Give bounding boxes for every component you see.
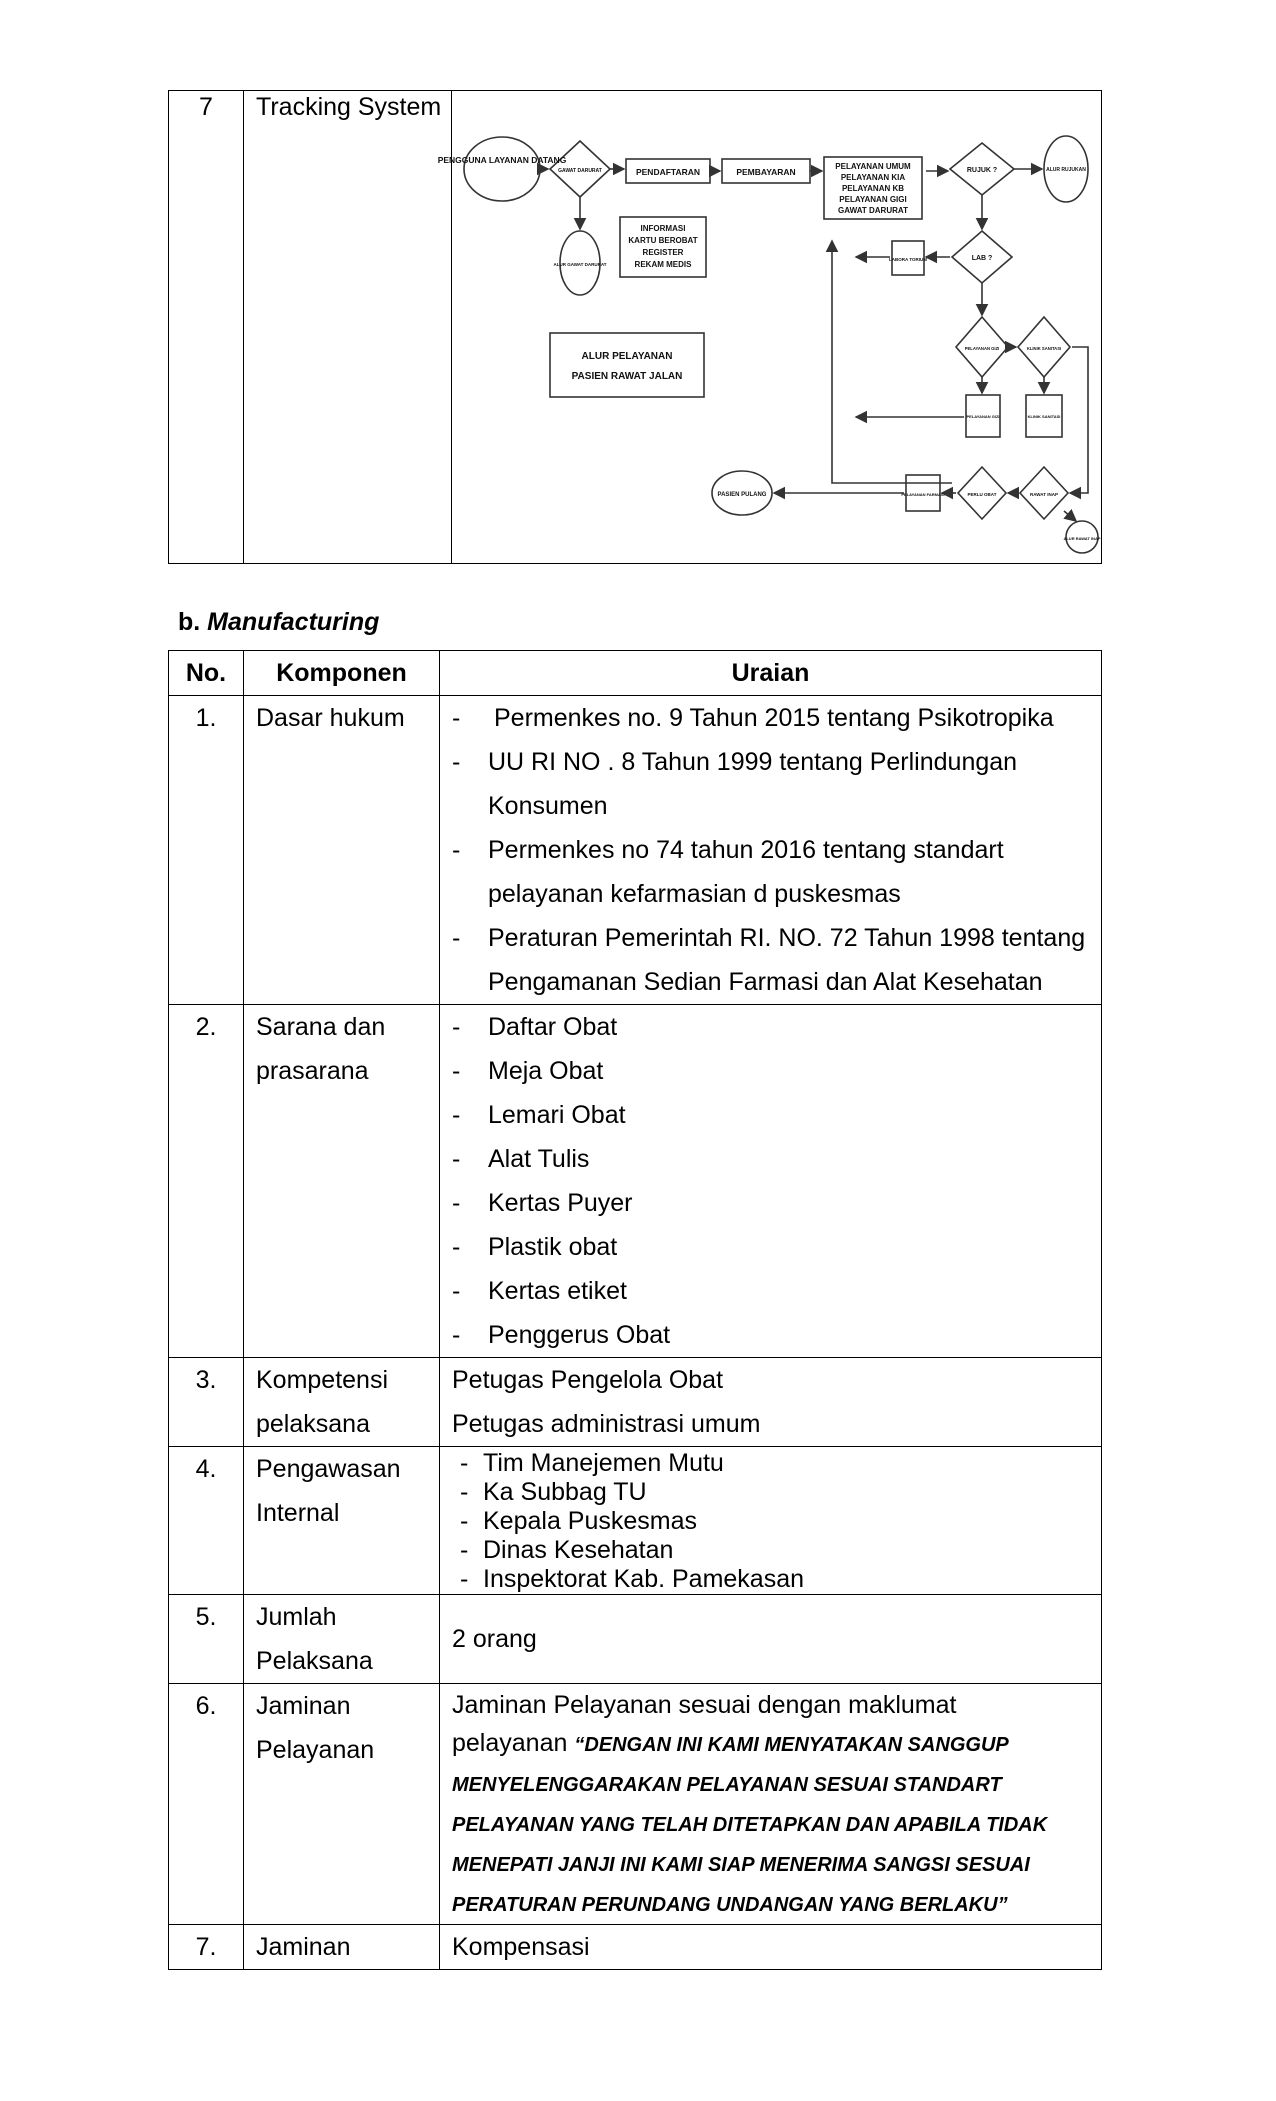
label-pendaftaran: PENDAFTARAN	[635, 167, 701, 177]
tracking-table	[168, 90, 1102, 564]
header-uraian: Uraian	[440, 651, 1102, 696]
list-item: - Penggerus Obat	[452, 1313, 1101, 1357]
label-alur-title-0: ALUR PELAYANAN	[581, 351, 673, 362]
row-description: 2 orang	[440, 1595, 1102, 1684]
section-prefix: b.	[178, 608, 208, 636]
row-component: Pengawasan Internal	[244, 1447, 440, 1595]
label-pelayanan-2: PELAYANAN KB	[841, 184, 905, 193]
row-component: Jaminan Pelayanan	[244, 1684, 440, 1925]
label-alur-rujukan: ALUR RUJUKAN	[1046, 167, 1086, 173]
flowchart-cell	[437, 91, 1102, 564]
list-item: - Dinas Kesehatan	[460, 1536, 1101, 1565]
row-number: 1.	[169, 696, 244, 1005]
row-description	[440, 1358, 1102, 1447]
label-informasi-1: KARTU BEROBAT	[628, 236, 698, 245]
manufacturing-table	[168, 650, 1102, 1970]
label-informasi-2: REGISTER	[642, 248, 684, 257]
list-item: - Alat Tulis	[452, 1137, 1101, 1181]
label-labora: LABORA TORIUM	[889, 257, 927, 262]
table-row	[169, 91, 1102, 564]
row-component: Jaminan	[244, 1925, 440, 1970]
guarantee-text: Jaminan Pelayanan sesuai dengan maklumat pelayanan	[452, 1691, 957, 1757]
label-klinik-q: KLINIK SANITASI	[1026, 346, 1062, 351]
label-rujuk: RUJUK ?	[966, 167, 998, 174]
row-description	[440, 696, 1102, 1005]
row-description	[440, 1684, 1102, 1925]
list-item: - Daftar Obat	[452, 1005, 1101, 1049]
table-row	[169, 1925, 1102, 1970]
row-number: 6.	[169, 1684, 244, 1925]
label-pel-gizi-q: PELAYANAN GIZI	[964, 346, 1000, 351]
label-pel-gizi: PELAYANAN GIZI	[966, 414, 1000, 419]
row-number: 2.	[169, 1005, 244, 1358]
row-component: Sarana dan prasarana	[244, 1005, 440, 1358]
label-alur-title-1: PASIEN RAWAT JALAN	[571, 371, 683, 382]
label-pasien-pulang: PASIEN PULANG	[717, 492, 767, 498]
list-item: - Peraturan Pemerintah RI. NO. 72 Tahun 1998 tentang Pengamanan Sedian Farmasi dan Alat Kesehatan	[452, 916, 1101, 1004]
label-pelayanan-4: GAWAT DARURAT	[838, 206, 908, 215]
row-component: Jumlah Pelaksana	[244, 1595, 440, 1684]
list-item: - Lemari Obat	[452, 1093, 1101, 1137]
list-item: - Permenkes no 74 tahun 2016 tentang standart pelayanan kefarmasian d puskesmas	[452, 828, 1101, 916]
table-row	[169, 1447, 1102, 1595]
row-component: Dasar hukum	[244, 696, 440, 1005]
row-description	[440, 1005, 1102, 1358]
description-line: Petugas Pengelola Obat	[452, 1366, 724, 1394]
label-perlu-obat: PERLU OBAT	[967, 492, 997, 497]
node-alur-title	[550, 333, 704, 397]
row-number: 4.	[169, 1447, 244, 1595]
label-pelayanan-0: PELAYANAN UMUM	[835, 162, 911, 171]
list-item-text: Permenkes no. 9 Tahun 2015 tentang Psikotropika	[494, 704, 1054, 732]
label-lab: LAB ?	[971, 255, 993, 262]
label-pelayanan-1: PELAYANAN KIA	[840, 173, 906, 182]
label-pengguna: PENGGUNA LAYANAN DATANG	[437, 155, 567, 165]
label-informasi-3: REKAM MEDIS	[634, 260, 692, 269]
list-item: - Plastik obat	[452, 1225, 1101, 1269]
label-gawat: GAWAT DARURAT	[558, 168, 602, 174]
list-item: - Kertas etiket	[452, 1269, 1101, 1313]
label-pelayanan-3: PELAYANAN GIGI	[839, 195, 907, 204]
service-flowchart	[437, 91, 1112, 561]
label-alur-gawat: ALUR GAWAT DARURAT	[553, 262, 607, 267]
label-informasi-0: INFORMASI	[640, 224, 686, 233]
table-row	[169, 1005, 1102, 1358]
list-item: - Meja Obat	[452, 1049, 1101, 1093]
table-row	[169, 1358, 1102, 1447]
guarantee-statement: “DENGAN INI KAMI MENYATAKAN SANGGUP MENYELENGGARAKAN PELAYANAN SESUAI STANDART PELAYANAN YANG TELAH DITETAPKAN DAN APABILA TIDAK MENEPATI JANJI INI KAMI SIAP MENERIMA SANGSI SESUAI PERATURAN PERUNDANG UNDANGAN YANG BERLAKU”	[452, 1734, 1048, 1916]
row-number: 7.	[169, 1925, 244, 1970]
label-rawat-inap: RAWAT INAP	[1030, 492, 1058, 497]
header-no: No.	[169, 651, 244, 696]
header-row	[169, 651, 1102, 696]
row-component: Kompetensi pelaksana	[244, 1358, 440, 1447]
row-number: 5.	[169, 1595, 244, 1684]
row-component: Tracking System	[244, 91, 452, 564]
table-row	[169, 1684, 1102, 1925]
list-item	[452, 696, 1101, 740]
section-title: Manufacturing	[207, 608, 380, 636]
label-pembayaran: PEMBAYARAN	[736, 167, 796, 177]
label-pel-farmasi: PELAYANAN FARMASI	[901, 492, 945, 497]
label-alur-rawat-inap: ALUR RAWAT INAP	[1063, 536, 1101, 541]
list-item: - Ka Subbag TU	[460, 1478, 1101, 1507]
list-item: - UU RI NO . 8 Tahun 1999 tentang Perlindungan Konsumen	[452, 740, 1101, 828]
header-komponen: Komponen	[244, 651, 440, 696]
row-number: 7	[169, 91, 244, 564]
table-row	[169, 1595, 1102, 1684]
row-number: 3.	[169, 1358, 244, 1447]
row-description: Kompensasi	[440, 1925, 1102, 1970]
list-item: - Inspektorat Kab. Pamekasan	[460, 1565, 1101, 1594]
description-line: Petugas administrasi umum	[452, 1410, 761, 1438]
row-description	[440, 1447, 1102, 1595]
node-pengguna	[464, 137, 540, 201]
label-klinik: KLINIK SANITASI	[1027, 414, 1061, 419]
section-heading	[178, 608, 379, 637]
list-item: - Kertas Puyer	[452, 1181, 1101, 1225]
table-row	[169, 696, 1102, 1005]
list-item: - Kepala Puskesmas	[460, 1507, 1101, 1536]
list-item: - Tim Manejemen Mutu	[460, 1449, 1101, 1478]
